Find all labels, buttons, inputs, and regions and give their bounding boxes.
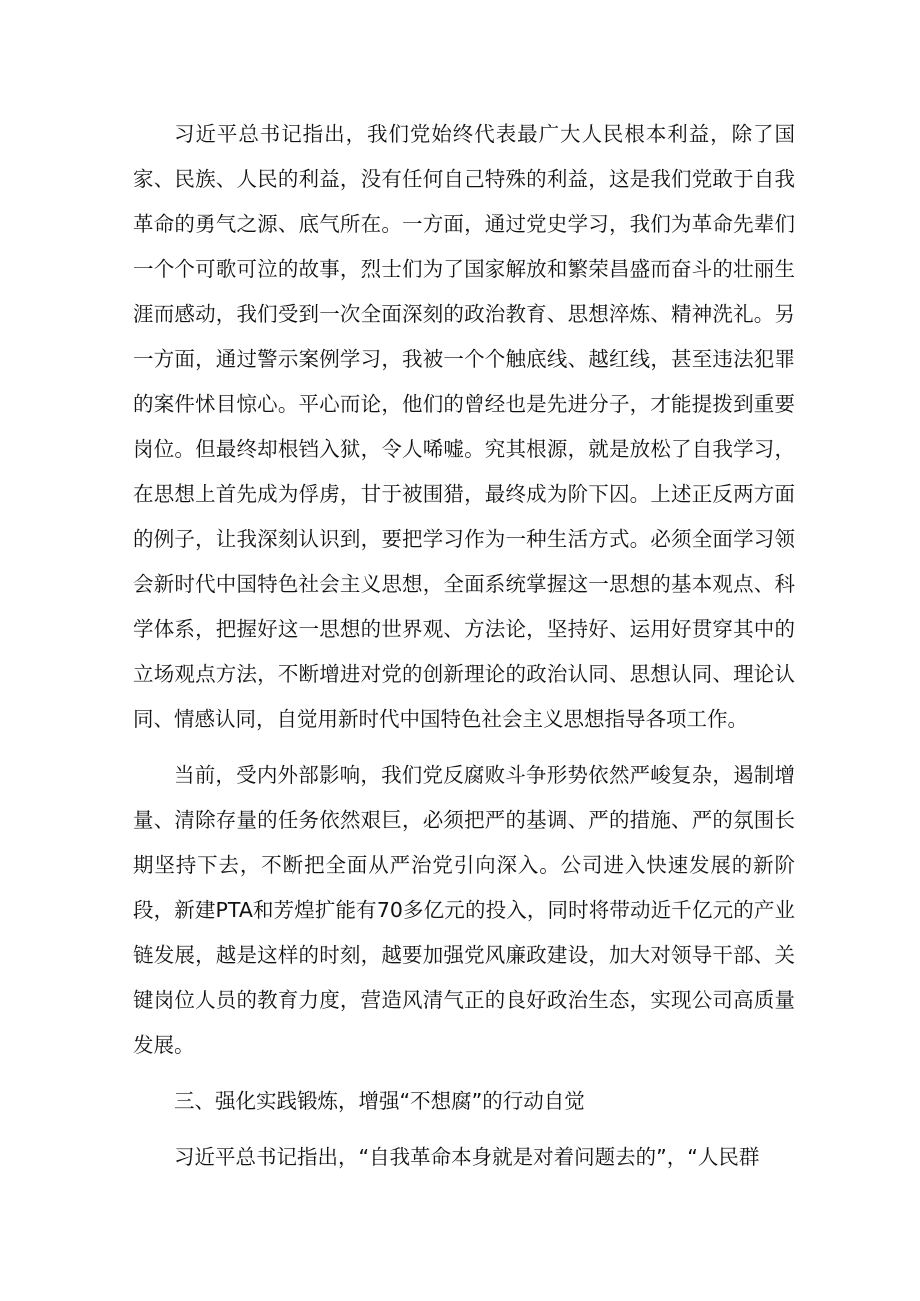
paragraph-2: 当前，受内外部影响，我们党反腐败斗争形势依然严峻复杂，遏制增量、清除存量的任务依然艰巨，必须把严的基调、严的措施、严的氛围长期坚持下去，不断把全面从严治党引向深入。公司进入快速发展的新阶段，新建PTA和芳煌扩能有70多亿元的投入，同时将带动近千亿元的产业链发展，越是这样的时刻，越要加强党风廉政建设，加大对领导干部、关键岗位人员的教育力度，营造风清气正的良好政治生态，实现公司高质量发展。 [133, 763, 795, 1057]
section-heading-3: 三、强化实践锻炼，增强“不想腐”的行动自觉 [174, 1089, 585, 1113]
document-body [133, 112, 795, 1180]
paragraph-1: 习近平总书记指出，我们党始终代表最广大人民根本利益，除了国家、民族、人民的利益，没有任何自己特殊的利益，这是我们党敢于自我革命的勇气之源、底气所在。一方面，通过党史学习，我们为革命先辈们一个个可歌可泣的故事，烈士们为了国家解放和繁荣昌盛而奋斗的壮丽生涯而感动，我们受到一次全面深刻的政治教育、思想淬炼、精神洗礼。另一方面，通过警示案例学习，我被一个个触底线、越红线，甚至违法犯罪的案件怵目惊心。平心而论，他们的曾经也是先进分子，才能提拨到重要岗位。但最终却根铛入狱，令人唏嘘。究其根源，就是放松了自我学习，在思想上首先成为俘虏，甘于被围猎，最终成为阶下囚。上述正反两方面的例子，让我深刻认识到，要把学习作为一种生活方式。必须全面学习领会新时代中国特色社会主义思想，全面系统掌握这一思想的基本观点、科学体系，把握好这一思想的世界观、方法论，坚持好、运用好贯穿其中的立场观点方法，不断增进对党的创新理论的政治认同、思想认同、理论认同、情感认同，自觉用新时代中国特色社会主义思想指导各项工作。 [133, 122, 795, 731]
paragraph-4: 习近平总书记指出，“自我革命本身就是对着问题去的”，“人民群 [174, 1145, 760, 1169]
